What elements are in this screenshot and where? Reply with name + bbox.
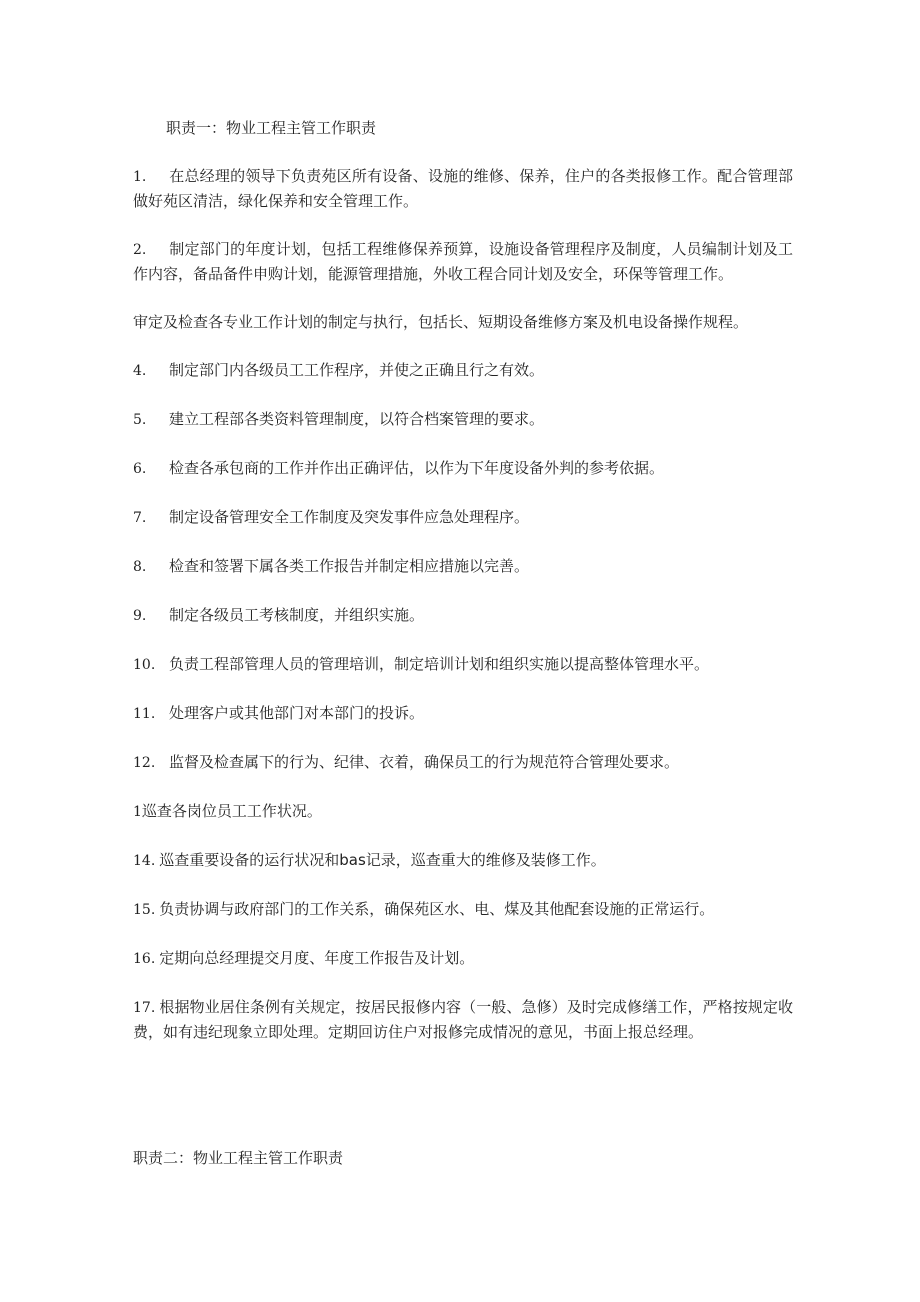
list-item — [133, 505, 793, 530]
list-item — [133, 456, 793, 481]
list-item-number: 5. — [133, 412, 147, 428]
list-item-text: 检查和签署下属各类工作报告并制定相应措施以完善。 — [169, 557, 530, 575]
list-item — [133, 164, 793, 213]
list-item — [133, 603, 793, 628]
list-item-text: 制定部门的年度计划，包括工程维修保养预算，设施设备管理程序及制度，人员编制计划及工作内容，备品备件申购计划，能源管理措施，外收工程合同计划及安全，环保等管理工作。 — [133, 240, 793, 283]
list-item — [133, 848, 793, 873]
list-item-number: 15. — [133, 902, 156, 918]
list-item-number: 2. — [133, 242, 147, 258]
list-item-text: 根据物业居住条例有关规定，按居民报修内容（一般、急修）及时完成修缮工作，严格按规定收费，如有违纪现象立即处理。定期回访住户对报修完成情况的意见，书面上报总经理。 — [133, 998, 793, 1041]
list-item-number: 16. — [133, 951, 156, 967]
list-item-number: 1. — [133, 169, 147, 185]
list-item-number: 8. — [133, 559, 147, 575]
list-item-text: 在总经理的领导下负责苑区所有设备、设施的维修、保养，住户的各类报修工作。配合管理部做好苑区清洁，绿化保养和安全管理工作。 — [133, 167, 793, 210]
list-item-number: 1 — [133, 804, 142, 820]
list-item-text: 检查各承包商的工作并作出正确评估，以作为下年度设备外判的参考依据。 — [169, 459, 665, 477]
list-item-text: 负责工程部管理人员的管理培训，制定培训计划和组织实施以提高整体管理水平。 — [169, 655, 710, 673]
list-item-number: 6. — [133, 461, 147, 477]
list-item — [133, 897, 793, 922]
list-item-number: 14. — [133, 853, 156, 869]
list-item-number: 12. — [133, 755, 156, 771]
list-item — [133, 652, 793, 677]
list-item-number: 9. — [133, 608, 147, 624]
duty-list — [133, 164, 793, 1068]
section-heading-2: 职责二：物业工程主管工作职责 — [133, 1149, 344, 1167]
list-item — [133, 946, 793, 971]
list-item-text: 巡查重要设备的运行状况和bas记录，巡查重大的维修及装修工作。 — [159, 851, 606, 869]
list-item-number: 7. — [133, 510, 147, 526]
list-item-text: 制定设备管理安全工作制度及突发事件应急处理程序。 — [169, 508, 530, 526]
list-item-number: 10. — [133, 657, 156, 673]
section-heading-1: 职责一：物业工程主管工作职责 — [166, 119, 377, 137]
list-item — [133, 554, 793, 579]
list-item — [133, 995, 793, 1044]
list-item — [133, 407, 793, 432]
list-item — [133, 750, 793, 775]
list-item-text: 定期向总经理提交月度、年度工作报告及计划。 — [159, 949, 475, 967]
list-item — [133, 237, 793, 286]
list-item-text: 负责协调与政府部门的工作关系，确保苑区水、电、煤及其他配套设施的正常运行。 — [159, 900, 715, 918]
list-item-text: 制定各级员工考核制度，并组织实施。 — [169, 606, 425, 624]
list-item — [133, 799, 793, 824]
list-item-text: 处理客户或其他部门对本部门的投诉。 — [169, 704, 425, 722]
list-item — [133, 310, 793, 334]
list-item-number: 17. — [133, 1000, 156, 1016]
list-item-text: 建立工程部各类资料管理制度，以符合档案管理的要求。 — [169, 410, 545, 428]
list-item-number: 4. — [133, 363, 147, 379]
list-item — [133, 701, 793, 726]
list-item-text: 制定部门内各级员工工作程序，并使之正确且行之有效。 — [169, 361, 545, 379]
list-item — [133, 358, 793, 383]
list-item-text: 巡查各岗位员工工作状况。 — [141, 802, 322, 820]
list-item-text: 监督及检查属下的行为、纪律、衣着，确保员工的行为规范符合管理处要求。 — [169, 753, 680, 771]
list-item-number: 11. — [133, 706, 156, 722]
list-item-text: 审定及检查各专业工作计划的制定与执行，包括长、短期设备维修方案及机电设备操作规程。 — [133, 313, 749, 331]
